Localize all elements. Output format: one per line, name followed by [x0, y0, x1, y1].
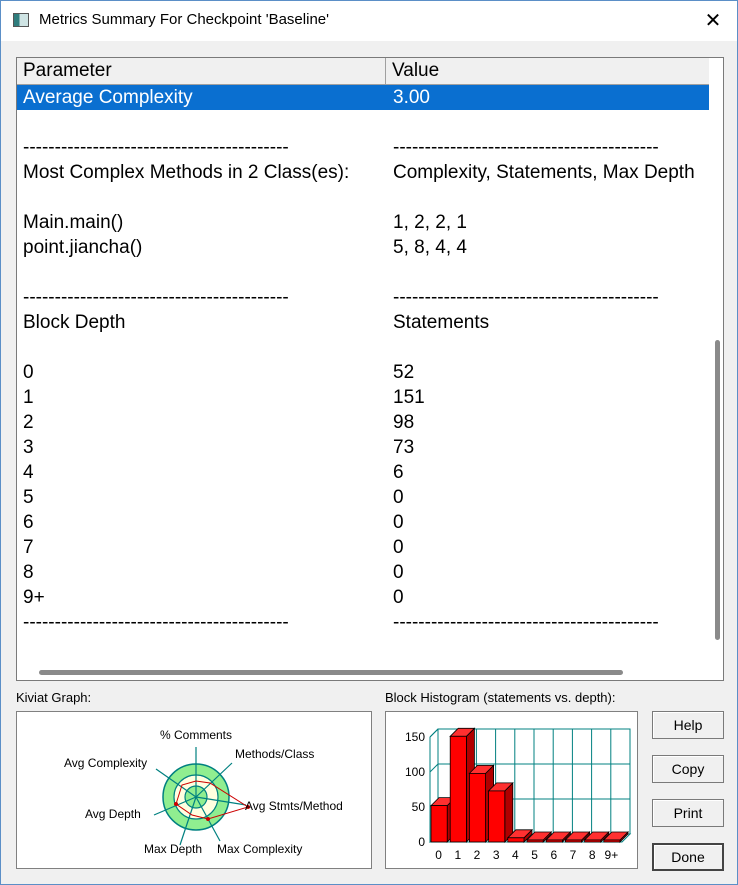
row-parameter: 8	[23, 562, 34, 583]
done-button[interactable]: Done	[652, 843, 724, 871]
row-value: 0	[393, 512, 404, 533]
kiviat-axis-label: Avg Complexity	[64, 756, 148, 770]
histogram-bar	[431, 806, 447, 842]
histogram-x-tick: 6	[550, 848, 558, 862]
row-parameter: Most Complex Methods in 2 Class(es):	[23, 162, 350, 183]
close-icon: ✕	[704, 10, 722, 32]
row-parameter: 3	[23, 437, 34, 458]
table-row[interactable]	[17, 485, 709, 510]
histogram-y-ticks	[405, 730, 425, 849]
block-histogram	[385, 711, 638, 869]
row-parameter: 0	[23, 362, 34, 383]
histogram-x-tick: 5	[531, 848, 538, 862]
row-parameter: Main.main()	[23, 212, 124, 233]
row-value: 0	[393, 487, 404, 508]
histogram-bar	[565, 840, 581, 842]
kiviat-point	[206, 817, 210, 821]
column-header-parameter[interactable]: Parameter	[17, 58, 386, 84]
table-row[interactable]	[17, 335, 709, 360]
app-icon	[13, 13, 29, 27]
table-row[interactable]	[17, 285, 709, 310]
window-title: Metrics Summary For Checkpoint 'Baseline'	[39, 11, 329, 28]
row-value: 0	[393, 537, 404, 558]
row-parameter: 7	[23, 537, 34, 558]
histogram-x-tick: 2	[473, 848, 481, 862]
row-parameter: point.jiancha()	[23, 237, 143, 258]
histogram-label: Block Histogram (statements vs. depth):	[385, 690, 616, 705]
row-value: ------------------------------------------	[393, 137, 659, 158]
table-row[interactable]	[17, 510, 709, 535]
copy-button[interactable]: Copy	[652, 755, 724, 783]
histogram-bar	[604, 840, 620, 842]
table-row[interactable]	[17, 435, 709, 460]
kiviat-axis-label: Avg Depth	[85, 807, 141, 821]
row-parameter: ------------------------------------------	[23, 137, 289, 158]
vertical-scroll-thumb[interactable]	[715, 340, 720, 640]
table-row[interactable]	[17, 360, 709, 385]
histogram-x-tick: 7	[569, 848, 577, 862]
row-parameter: 4	[23, 462, 34, 483]
histogram-bar-side	[505, 783, 513, 842]
table-row[interactable]	[17, 310, 709, 335]
histogram-gridline-side	[430, 764, 438, 772]
histogram-svg	[386, 712, 637, 868]
row-value: Statements	[393, 312, 490, 333]
kiviat-graph-label: Kiviat Graph:	[16, 690, 92, 705]
histogram-bar	[489, 791, 505, 842]
table-row[interactable]	[17, 260, 709, 285]
table-row[interactable]	[17, 610, 709, 635]
table-row[interactable]	[17, 385, 709, 410]
row-parameter: ------------------------------------------	[23, 287, 289, 308]
row-value: 3.00	[393, 87, 430, 108]
kiviat-graph	[16, 711, 372, 869]
row-parameter: 6	[23, 512, 34, 533]
histogram-y-tick: 50	[411, 800, 425, 814]
row-parameter: 5	[23, 487, 34, 508]
horizontal-scroll-thumb[interactable]	[39, 670, 623, 675]
histogram-x-tick: 0	[435, 848, 442, 862]
row-value: 98	[393, 412, 415, 433]
row-value: Complexity, Statements, Max Depth	[393, 162, 695, 183]
kiviat-axis-label: % Comments	[159, 728, 233, 742]
histogram-y-tick: 0	[418, 835, 425, 849]
print-button[interactable]: Print	[652, 799, 724, 827]
list-rows	[17, 85, 709, 635]
histogram-gridline-side	[430, 729, 438, 737]
row-parameter: 2	[23, 412, 34, 433]
row-value: 5, 8, 4, 4	[393, 237, 467, 258]
row-parameter: 1	[23, 387, 34, 408]
histogram-x-ticks	[435, 848, 618, 862]
column-header-value[interactable]: Value	[386, 58, 716, 84]
row-parameter: 9+	[23, 587, 45, 608]
row-value: 151	[393, 387, 425, 408]
kiviat-svg	[17, 712, 371, 868]
title-bar[interactable]	[1, 1, 737, 41]
table-row[interactable]	[17, 460, 709, 485]
histogram-bar	[585, 840, 601, 842]
histogram-x-tick: 4	[512, 848, 519, 862]
histogram-bar	[508, 838, 524, 842]
table-row[interactable]	[17, 410, 709, 435]
metrics-list[interactable]	[16, 57, 724, 681]
row-parameter: ------------------------------------------	[23, 612, 289, 633]
kiviat-axis-label: Methods/Class	[235, 747, 315, 761]
row-value: 6	[393, 462, 404, 483]
table-row[interactable]	[17, 235, 709, 260]
histogram-x-tick: 1	[454, 848, 462, 862]
kiviat-axis-label: Max Depth	[143, 842, 203, 856]
kiviat-axis-label: Max Complexity	[217, 842, 303, 856]
row-parameter: Average Complexity	[23, 87, 193, 108]
table-row[interactable]	[17, 535, 709, 560]
table-row[interactable]	[17, 185, 709, 210]
row-value: 1, 2, 2, 1	[393, 212, 467, 233]
row-value: 52	[393, 362, 415, 383]
table-row[interactable]	[17, 585, 709, 610]
table-row[interactable]	[17, 160, 709, 185]
histogram-x-tick: 9+	[604, 848, 619, 862]
row-value: ------------------------------------------	[393, 612, 659, 633]
histogram-y-tick: 100	[404, 765, 425, 779]
horizontal-scrollbar[interactable]	[17, 664, 709, 680]
kiviat-point	[174, 802, 178, 806]
histogram-x-tick: 8	[588, 848, 596, 862]
histogram-bar	[527, 840, 543, 842]
table-row[interactable]	[17, 210, 709, 235]
list-header	[17, 58, 709, 85]
close-button[interactable]	[699, 7, 727, 35]
vertical-scrollbar[interactable]	[709, 58, 723, 666]
row-value: 0	[393, 562, 404, 583]
row-value: ------------------------------------------	[393, 287, 659, 308]
histogram-bar	[450, 736, 466, 842]
histogram-y-tick: 150	[404, 730, 425, 744]
kiviat-axis-label: Avg Stmts/Method	[245, 799, 343, 813]
table-row[interactable]	[17, 560, 709, 585]
row-value: 0	[393, 587, 404, 608]
table-row[interactable]	[17, 135, 709, 160]
table-row[interactable]	[17, 110, 709, 135]
help-button[interactable]: Help	[652, 711, 724, 739]
row-parameter: Block Depth	[23, 312, 126, 333]
histogram-x-tick: 3	[492, 848, 500, 862]
histogram-bar	[469, 773, 485, 842]
row-value: 73	[393, 437, 415, 458]
table-row[interactable]	[17, 85, 709, 110]
histogram-bar	[546, 840, 562, 842]
